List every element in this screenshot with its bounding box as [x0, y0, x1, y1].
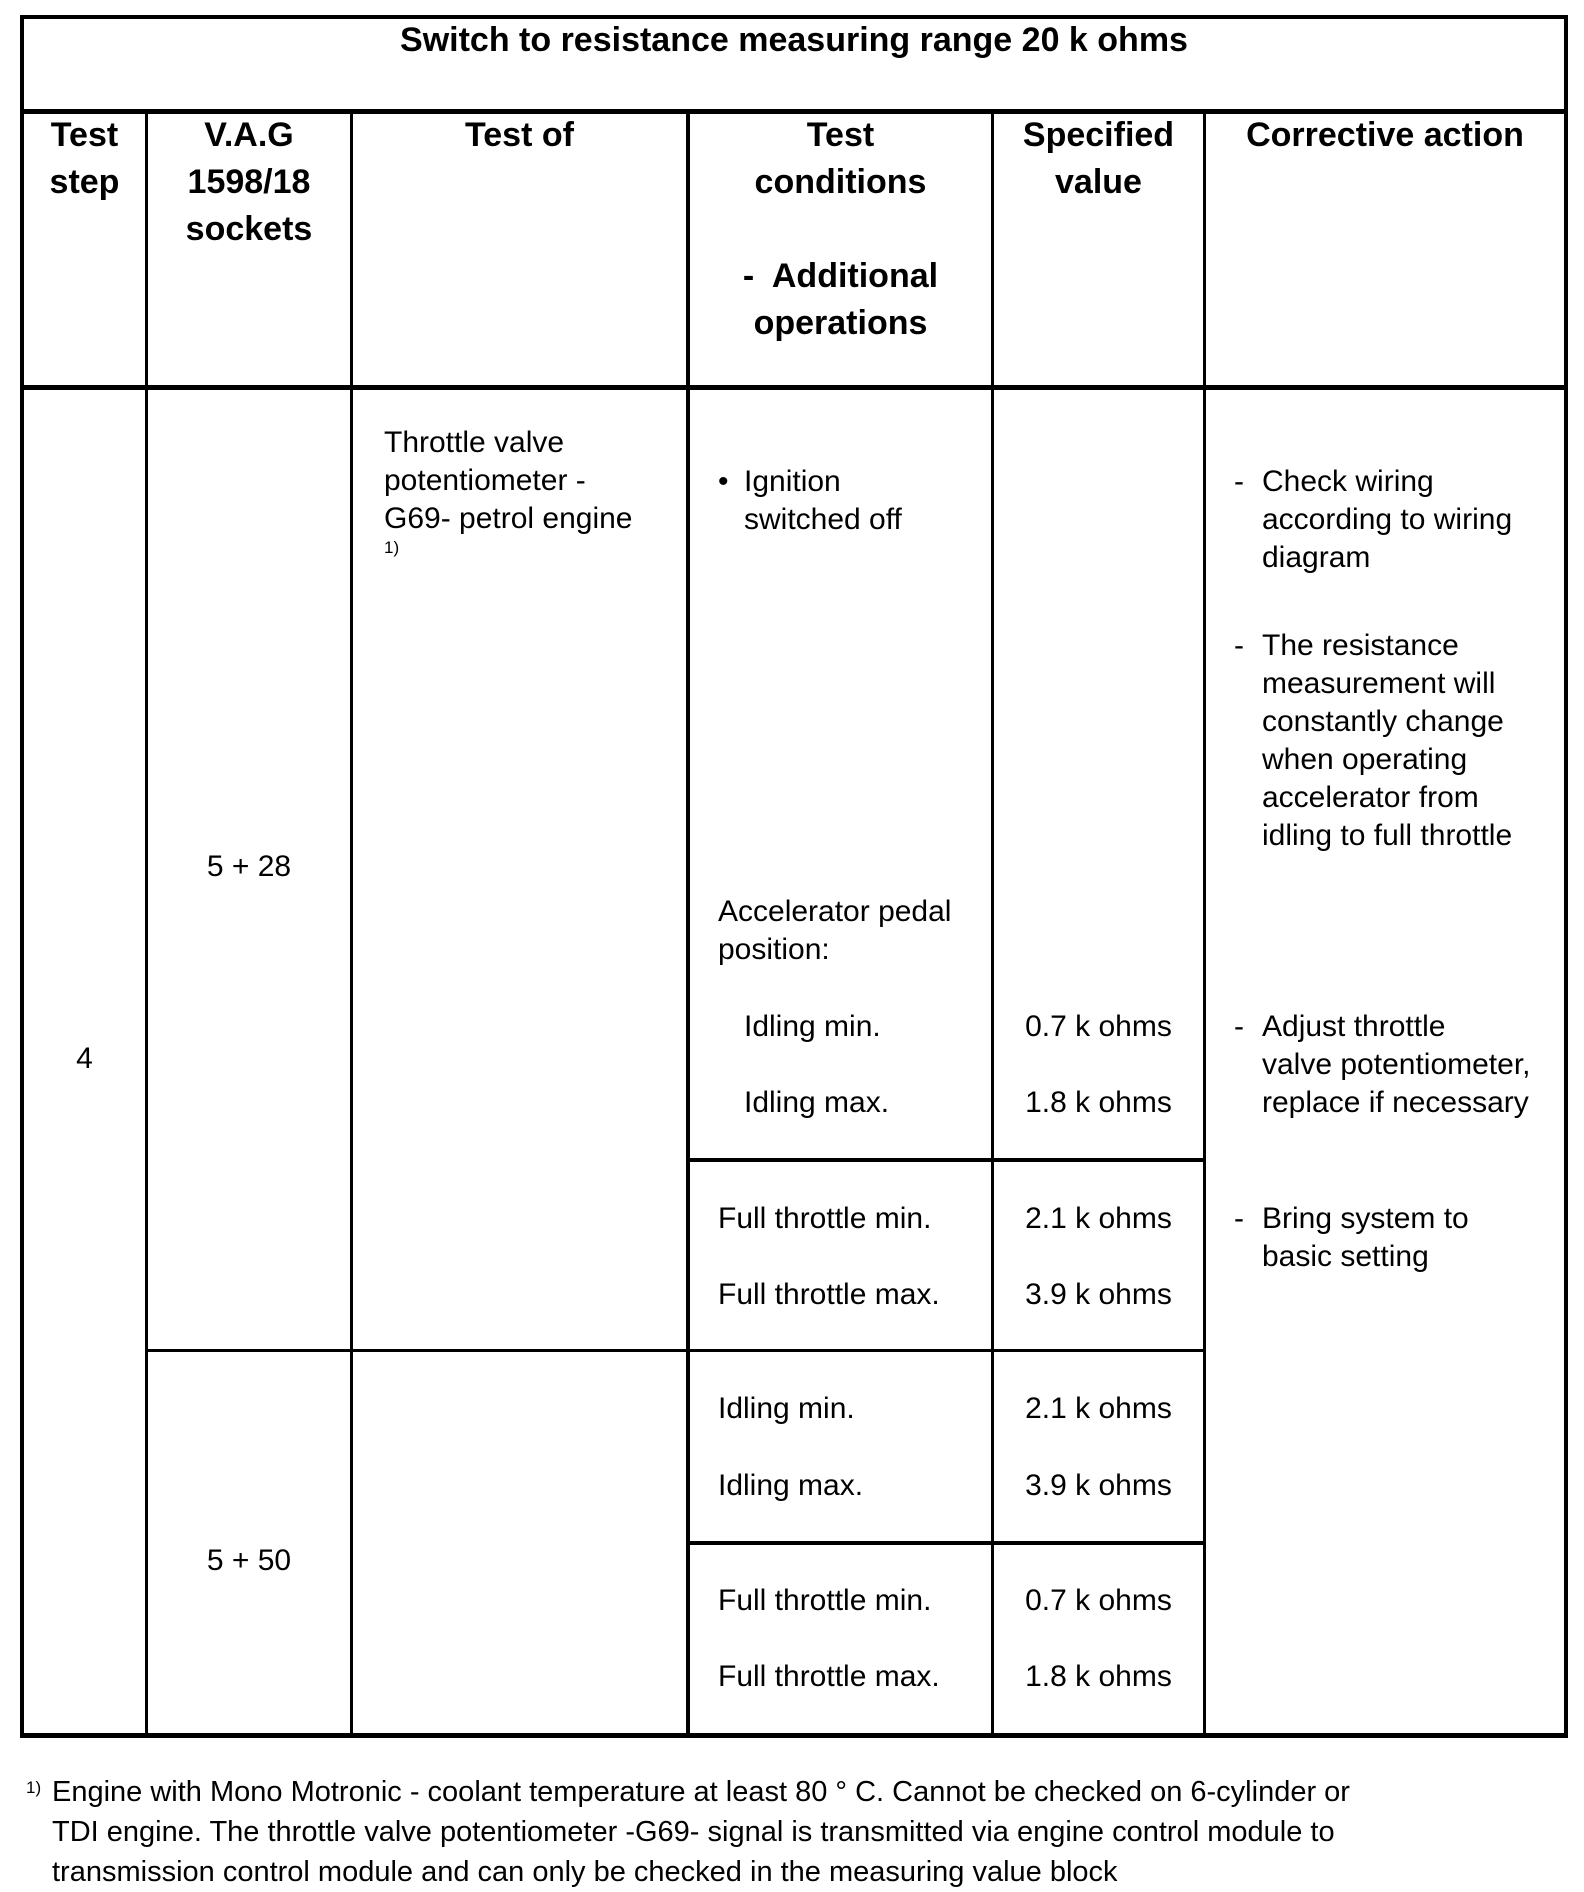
sockets-group-1: 5 + 28 — [206, 850, 292, 883]
header-sockets-line: V.A.G — [204, 116, 294, 154]
footnote-line: TDI engine. The throttle valve potentiometer -G69- signal is transmitted via engine control module to — [52, 1816, 1335, 1848]
header-test-step — [24, 112, 145, 206]
corrective-line: idling to full throttle — [1262, 819, 1513, 852]
value-cell: 2.1 k ohms — [1025, 1392, 1172, 1425]
ignition-condition — [744, 463, 902, 539]
table-border-left — [20, 15, 24, 1738]
value-cell: 1.8 k ohms — [1025, 1086, 1172, 1119]
bullet-icon: • — [718, 465, 729, 498]
corrective-line: Adjust throttle — [1262, 1010, 1446, 1043]
corrective-action-item — [1262, 1200, 1469, 1276]
value-cell: 2.1 k ohms — [1025, 1202, 1172, 1235]
condition-cell: Full throttle min. — [718, 1202, 932, 1235]
row-line-b — [145, 1349, 1206, 1352]
test-of-text — [384, 424, 633, 558]
header-sockets-line: 1598/18 — [187, 163, 311, 201]
pedal-line: position: — [718, 933, 830, 966]
pedal-position-label — [718, 893, 951, 969]
col-line-2 — [350, 109, 353, 1735]
header-divider — [20, 385, 1568, 390]
row-line-a — [686, 1158, 1206, 1162]
table-border-bottom — [20, 1733, 1568, 1738]
table-border-right — [1564, 15, 1568, 1738]
sockets-group-2: 5 + 50 — [206, 1544, 292, 1577]
value-cell: 0.7 k ohms — [1025, 1010, 1172, 1043]
header-conditions — [690, 112, 991, 347]
corrective-line: replace if necessary — [1262, 1086, 1529, 1119]
corrective-line: measurement will — [1262, 667, 1496, 700]
header-sockets — [148, 112, 350, 253]
footnote-ref: 1) — [384, 538, 400, 557]
corrective-dash: - — [1234, 629, 1244, 662]
test-of-line: Throttle valve — [384, 426, 565, 459]
value-cell: 0.7 k ohms — [1025, 1584, 1172, 1617]
corrective-dash: - — [1234, 1202, 1244, 1235]
corrective-line: Check wiring — [1262, 465, 1434, 498]
corrective-line: diagram — [1262, 541, 1371, 574]
corrective-line: when operating — [1262, 743, 1468, 776]
header-specified-line: Specified — [1022, 116, 1175, 154]
corrective-line: valve potentiometer, — [1262, 1048, 1531, 1081]
col-line-5 — [1203, 109, 1206, 1735]
condition-cell: Full throttle min. — [718, 1584, 932, 1617]
corrective-dash: - — [1234, 465, 1244, 498]
corrective-dash: - — [1234, 1010, 1244, 1043]
condition-cell: Idling max. — [718, 1469, 864, 1502]
value-cell: 1.8 k ohms — [1025, 1660, 1172, 1693]
corrective-line: constantly change — [1262, 705, 1504, 738]
ignition-line: Ignition — [744, 465, 841, 498]
corrective-action-item — [1262, 627, 1512, 855]
header-test-of: Test of — [465, 116, 574, 154]
footnote-marker: 1) — [26, 1778, 42, 1797]
footnote-line: transmission control module and can only be checked in the measuring value block — [52, 1856, 1118, 1888]
value-cell: 3.9 k ohms — [1025, 1469, 1172, 1502]
condition-cell: Idling min. — [744, 1010, 881, 1043]
table-title: Switch to resistance measuring range 20 k ohms — [400, 21, 1188, 59]
ignition-line: switched off — [744, 503, 902, 536]
header-sockets-line: sockets — [185, 210, 313, 248]
corrective-line: The resistance — [1262, 629, 1459, 662]
footnote-line: Engine with Mono Motronic - coolant temperature at least 80 ° C. Cannot be checked on 6-cylinder or — [52, 1776, 1350, 1808]
col-line-3 — [686, 109, 690, 1735]
header-conditions-line: - Additional — [742, 257, 939, 295]
corrective-line: basic setting — [1262, 1240, 1429, 1273]
test-of-line: potentiometer - — [384, 464, 586, 497]
row-line-c — [686, 1541, 1206, 1545]
footnote — [26, 1772, 1350, 1892]
spacer — [690, 206, 991, 253]
corrective-action-item — [1262, 463, 1512, 577]
header-test-step-line: Test — [50, 116, 119, 154]
corrective-line: according to wiring — [1262, 503, 1513, 536]
header-specified-value — [994, 112, 1203, 206]
header-conditions-line: Test — [806, 116, 875, 154]
condition-cell: Full throttle max. — [718, 1278, 940, 1311]
test-step-number: 4 — [76, 1042, 93, 1075]
condition-cell: Full throttle max. — [718, 1660, 940, 1693]
value-cell: 3.9 k ohms — [1025, 1278, 1172, 1311]
condition-cell: Idling max. — [744, 1086, 890, 1119]
corrective-line: Bring system to — [1262, 1202, 1469, 1235]
header-conditions-line: conditions — [754, 163, 927, 201]
corrective-action-item — [1262, 1008, 1531, 1122]
test-of-line: G69- petrol engine — [384, 502, 633, 535]
pedal-line: Accelerator pedal — [718, 895, 952, 928]
condition-cell: Idling min. — [718, 1392, 855, 1425]
header-specified-line: value — [1055, 163, 1142, 201]
corrective-line: accelerator from — [1262, 781, 1479, 814]
col-line-1 — [145, 109, 148, 1735]
header-test-step-line: step — [49, 163, 120, 201]
header-corrective-action: Corrective action — [1246, 116, 1524, 154]
header-conditions-line: operations — [753, 304, 928, 342]
